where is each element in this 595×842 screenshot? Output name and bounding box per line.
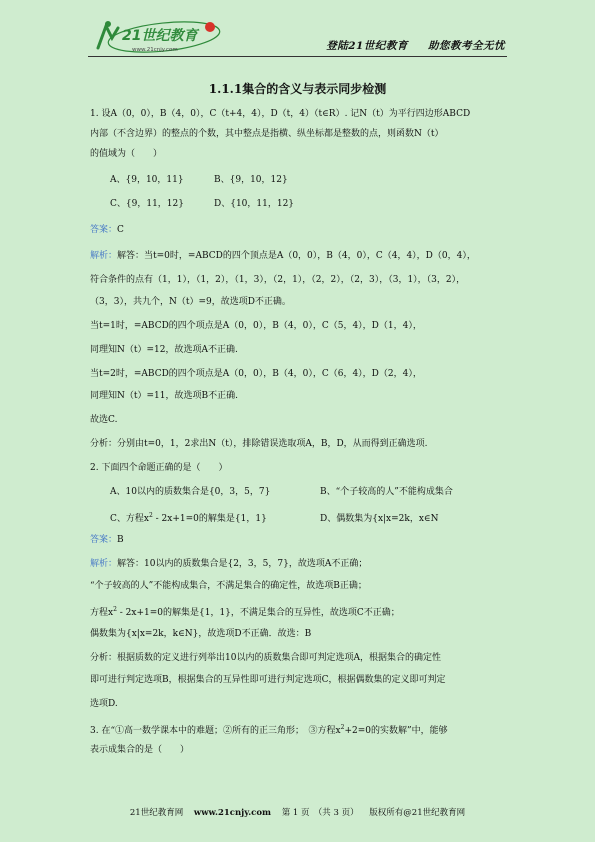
q2-option-a: A、10以内的质数集合是{0，3，5，7} [110, 487, 271, 497]
q1-analysis-text-1: 解答：当t=0时，=ABCD的四个顶点是A（0，0），B（4，0），C（4，4），D（0，4）， [117, 251, 476, 261]
page-header [0, 0, 595, 62]
q2-analysis-3-pre: 方程x [90, 608, 114, 618]
q1-analysis-line-5: 同理知N（t）=12，故选项A不正确. [90, 345, 238, 355]
q2-analysis-line-7: 选项D. [90, 699, 118, 709]
q2-answer-label: 答案： [90, 535, 118, 545]
q2-analysis-line-1 [90, 558, 508, 570]
logo-text: 21世纪教育 [122, 28, 198, 44]
q1-analysis-line-8: 故选C. [90, 415, 118, 425]
page-footer [0, 806, 595, 818]
q3-stem-pre: 3. 在“①高一数学课本中的难题；②所有的正三角形； ③方程x [90, 726, 341, 736]
q1-answer-value: C [117, 225, 124, 235]
q2-analysis-line-4: 偶数集为{x|x=2k，k∈N}，故选项D不正确．故选：B [90, 629, 312, 639]
q1-option-c: C、{9，11，12} [110, 199, 184, 209]
q2-answer-value: B [117, 535, 124, 545]
q2-analysis-line-5: 分析：根据质数的定义进行列举出10以内的质数集合即可判定选项A，根据集合的确定性 [90, 653, 441, 663]
q2-options-row-1 [110, 486, 528, 498]
q1-answer [90, 224, 508, 236]
q2-analysis-3-exponent: 2 [113, 606, 117, 613]
q2-analysis-line-6: 即可进行判定选项B，根据集合的互异性即可进行判定选项C，根据偶数集的定义即可判定 [90, 675, 446, 685]
q1-stem-line-1: 1. 设A（0，0），B（4，0），C（t+4，4），D（t，4）（t∈R）. 记N（t）为平行四边形ABCD [90, 109, 471, 119]
q3-stem-line-2: 表示成集合的是（ ） [90, 745, 190, 755]
q1-option-a: A、{9，10，11} [110, 175, 184, 185]
header-slogan [310, 38, 505, 53]
q2-analysis-3-post: - 2x+1=0的解集是{1，1}，不满足集合的互异性，故选项C不正确； [116, 608, 400, 618]
q2-analysis-text-1: 解答：10以内的质数集合是{2，3，5，7}，故选项A不正确； [117, 559, 368, 569]
q2-analysis-line-3 [90, 604, 508, 619]
q1-analysis-label: 解析： [90, 251, 118, 261]
q3-stem-exponent: 2 [340, 724, 345, 731]
q1-option-b: B、{9，10，12} [214, 175, 288, 185]
logo-graphic [92, 18, 222, 56]
q1-answer-label: 答案： [90, 225, 118, 235]
q1-options-row-2 [110, 198, 528, 210]
q1-analysis-line-2: 符合条件的点有（1，1），（1，2），（1，3），（2，1），（2，2），（2，3），（3，1），（3，2）， [90, 275, 466, 285]
footer-url-link[interactable]: www.21cnjy.com [193, 808, 271, 818]
q2-option-c-pre: C、方程x [110, 514, 149, 524]
q1-analysis-line-4: 当t=1时，=ABCD的四个项点是A（0，0），B（4，0），C（5，4），D（1，4）， [90, 321, 422, 331]
q3-stem-line-1 [90, 722, 508, 737]
slogan-right: 助您教考全无忧 [428, 40, 505, 52]
logo-url: www.21cnjy.com [132, 47, 178, 53]
q3-stem-post: +2=0的实数解”中，能够 [344, 726, 448, 736]
q2-answer [90, 534, 508, 546]
q2-option-c [110, 510, 320, 525]
q2-option-b: B、“个子较高的人”不能构成集合 [320, 487, 453, 497]
header-divider [88, 56, 507, 57]
q2-option-c-post: - 2x+1=0的解集是{1，1} [152, 514, 267, 524]
q1-option-d: D、{10，11，12} [214, 199, 295, 209]
q1-analysis-line-9: 分析：分别由t=0，1，2求出N（t），排除错误选取项A，B，D，从而得到正确选项. [90, 439, 428, 449]
slogan-left: 登陆21世纪教育 [326, 40, 408, 52]
footer-copyright: 版权所有@21世纪教育网 [369, 808, 466, 818]
q1-analysis-line-7: 同理知N（t）=11，故选项B不正确. [90, 391, 238, 401]
q2-analysis-line-2: “个子较高的人”不能构成集合，不满足集合的确定性，故选项B正确； [90, 581, 367, 591]
q1-analysis-line-3: （3，3），共九个，N（t）=9，故选项D不正确。 [90, 297, 291, 307]
q1-stem-line-2: 内部（不含边界）的整点的个数，其中整点是指横、纵坐标都是整数的点，则函数N（t） [90, 129, 444, 139]
q2-options-row-2 [110, 510, 528, 525]
q1-analysis-line-1 [90, 250, 508, 262]
q1-stem-line-3: 的值域为（ ） [90, 149, 163, 159]
q1-analysis-line-6: 当t=2时，=ABCD的四个项点是A（0，0），B（4，0），C（6，4），D（2，4）， [90, 369, 422, 379]
footer-page-number: 第 1 页 （共 3 页） [281, 808, 359, 818]
page-title: 1.1.1集合的含义与表示同步检测 [208, 82, 387, 96]
site-logo[interactable] [92, 18, 222, 56]
q2-option-d: D、偶数集为{x|x=2k，x∈N [320, 514, 439, 524]
q2-option-c-exponent: 2 [148, 512, 153, 519]
q2-stem: 2. 下面四个命题正确的是（ ） [90, 463, 228, 473]
q2-analysis-label: 解析： [90, 559, 118, 569]
q1-options-row-1 [110, 174, 528, 186]
footer-site-name: 21世纪教育网 [129, 808, 184, 818]
